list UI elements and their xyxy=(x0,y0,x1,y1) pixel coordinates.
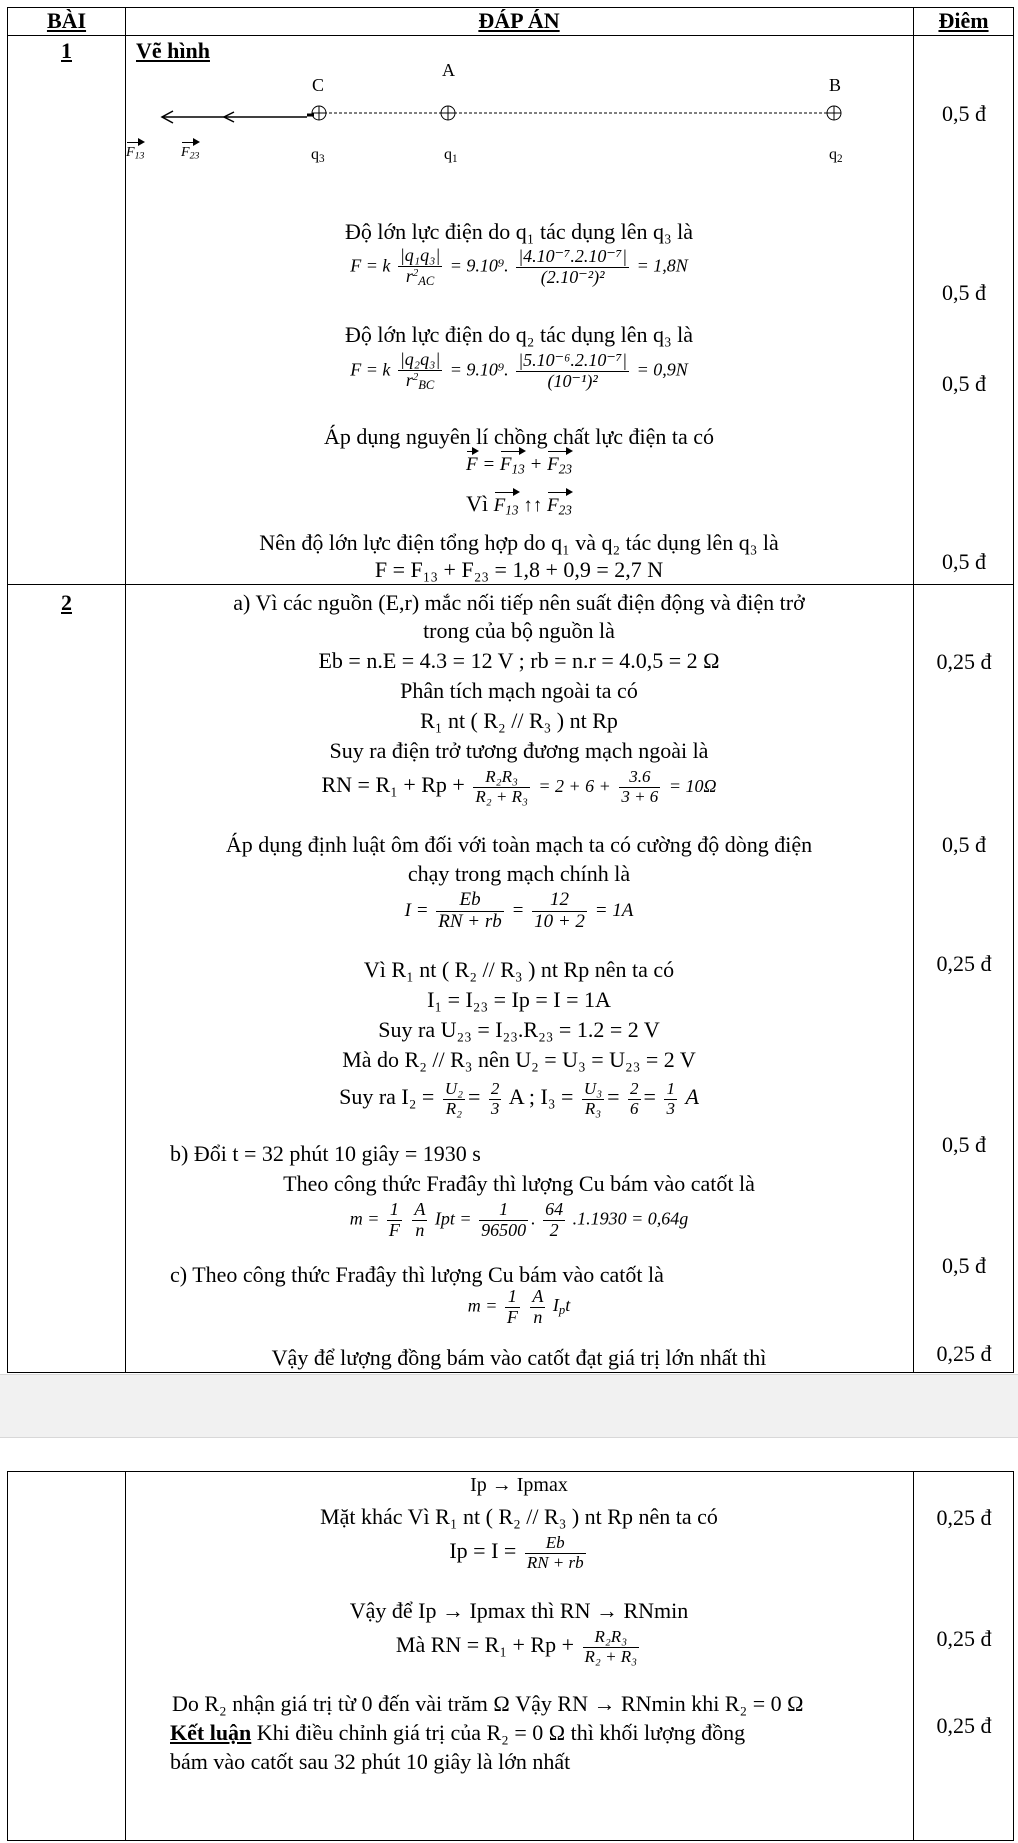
points-q1-f1: 0,5 đ xyxy=(942,280,986,305)
q1-line-6: F = F₁₃ + F₂₃ = 1,8 + 0,9 = 2,7 N xyxy=(374,557,664,582)
points-q1-total: 0,5 đ xyxy=(942,549,986,574)
q2-a-line-4: Phân tích mạch ngoài ta có xyxy=(400,678,638,703)
header-bai: BÀI xyxy=(46,8,87,33)
q1-line-1: Độ lớn lực điện do q₁ tác dụng lên q₃ là xyxy=(344,219,694,244)
q1-formula-2: F = k $\frac{\text{|q₂q₃|}}{r^2_{BC}}$ = 9.10⁹. $\frac{\text{|5.10⁻⁶.2.10⁻⁷|}}{\text{(10⁻¹)²}}$ = 0,9N xyxy=(350,349,688,392)
label-b: B xyxy=(829,75,842,95)
ve-hinh-label: Vẽ hình xyxy=(136,38,210,63)
q2-a-line-1: a) Vì các nguồn (E,r) mắc nối tiếp nên suất điện động và điện trở xyxy=(233,590,805,615)
q2-current-formula: I = $\frac{Eb}{RN + rb}$ = $\frac{12}{10 + 2}$ = 1A xyxy=(404,889,634,932)
points-q2-c1: 0,5 đ xyxy=(942,1253,986,1278)
q2-a-line-11: Suy ra U₂₃ = I₂₃.R₂₃ = 1.2 = 2 V xyxy=(378,1017,660,1042)
page2-line-7: Kết luận Khi điều chỉnh giá trị của R₂ = 0 Ω thì khối lượng đồng xyxy=(170,1720,746,1745)
q2-a-line-2: trong của bộ nguồn là xyxy=(423,618,615,643)
header-diem: Điêm xyxy=(938,8,989,33)
q2-a-line-9: Vì R₁ nt ( R₂ // R₃ ) nt Rp nên ta có xyxy=(363,957,675,982)
q1-formula-1: F = k $\frac{\text{|q₁q₃|}}{r^2_{AC}}$ = 9.10⁹. $\frac{\text{|4.10⁻⁷.2.10⁻⁷|}}{\text{(2.10⁻²)²}}$ = 1,8N xyxy=(350,245,688,288)
q2-a-line-6: Suy ra điện trở tương đương mạch ngoài là xyxy=(329,738,709,763)
label-c: C xyxy=(312,75,325,95)
page2-line-8: bám vào catốt sau 32 phút 10 giây là lớn nhất xyxy=(170,1749,571,1774)
charge-q1-plus-icon xyxy=(441,106,455,120)
page2-line-2: Mặt khác Vì R₁ nt ( R₂ // R₃ ) nt Rp nên ta có xyxy=(320,1504,718,1529)
q2-a-line-3: Eb = n.E = 4.3 = 12 V ; rb = n.r = 4.0,5 = 2 Ω xyxy=(318,648,720,673)
label-f13: $F_{13}$ xyxy=(126,145,145,162)
q2-rn-formula: RN = R₁ + Rp + $\frac{\text{R₂R₃}}{\text{R₂ + R₃}}$ = 2 + 6 + $\frac{3.6}{3 + 6}$ = 10Ω xyxy=(321,767,717,806)
charge-diagram-svg xyxy=(126,60,912,180)
q2-a-line-5: R₁ nt ( R₂ // R₃ ) nt Rp xyxy=(420,708,618,733)
header-dap-an: ĐÁP ÁN xyxy=(478,8,560,33)
q1-line-5: Nên độ lớn lực điện tổng hợp do q₁ và q₂ tác dụng lên q₃ là xyxy=(259,530,779,555)
charge-diagram xyxy=(126,60,912,180)
charge-q3-plus-icon xyxy=(312,106,326,120)
points-q2-a2: 0,5 đ xyxy=(942,832,986,857)
page2-ip-formula: Ip = I = $\frac{Eb}{RN + rb}$ xyxy=(449,1533,584,1572)
page2-line-4: Vậy để Ip → Ipmax thì RN → RNmin xyxy=(349,1598,689,1623)
page2-line-6: Do R₂ nhận giá trị từ 0 đến vài trăm Ω Vậy RN → RNmin khi R₂ = 0 Ω xyxy=(172,1691,804,1716)
q2-mass-formula-general: m = $\frac{1}{F}$ $\frac{A}{n}$ $I_pt$ xyxy=(467,1286,571,1327)
q2-c-line-2: Vậy để lượng đồng bám vào catốt đạt giá trị lớn nhất thì xyxy=(271,1345,767,1370)
label-q2: $q_2$ xyxy=(829,146,843,165)
q1-line-3: Áp dụng nguyên lí chồng chất lực điện ta có xyxy=(323,424,715,449)
label-q3: $q_3$ xyxy=(311,146,325,165)
q2-b-line-1: b) Đổi t = 32 phút 10 giây = 1930 s xyxy=(170,1141,481,1166)
q2-a-line-13: Suy ra I₂ = $\frac{\text{U₂}}{\text{R₂}}$ = $\frac{2}{3}$ A ; I₃ = $\frac{\text{U₃}}{\text{R₃}}$ = $\frac{2}{6}$ = $\frac{1}{3}$ A xyxy=(339,1079,699,1118)
points-q1-diagram: 0,5 đ xyxy=(942,101,986,126)
points-q2-a3: 0,25 đ xyxy=(936,951,992,976)
points-page2-1: 0,25 đ xyxy=(936,1505,992,1530)
page2-line-1: Ip → Ipmax xyxy=(470,1474,568,1496)
points-q2-b1: 0,5 đ xyxy=(942,1132,986,1157)
label-f23: $F_{23}$ xyxy=(181,145,200,162)
points-q2-c2: 0,25 đ xyxy=(936,1341,992,1366)
label-a: A xyxy=(442,60,455,80)
points-page2-3: 0,25 đ xyxy=(936,1713,992,1738)
question-1-number: 1 xyxy=(61,38,72,63)
q2-c-line-1: c) Theo công thức Frađây thì lượng Cu bám vào catốt là xyxy=(170,1262,664,1287)
page-break-gap xyxy=(0,1374,1018,1438)
ket-luan-label: Kết luận xyxy=(170,1720,252,1745)
question-2-number: 2 xyxy=(61,590,72,615)
points-page2-2: 0,25 đ xyxy=(936,1626,992,1651)
points-q1-f2: 0,5 đ xyxy=(942,371,986,396)
charge-q2-plus-icon xyxy=(827,106,841,120)
label-q1: $q_1$ xyxy=(444,146,458,165)
page2-rn-formula: Mà RN = R₁ + Rp + $\frac{\text{R₂R₃}}{\text{R₂ + R₃}}$ xyxy=(395,1627,638,1666)
q2-a-line-12: Mà do R₂ // R₃ nên U₂ = U₃ = U₂₃ = 2 V xyxy=(342,1047,696,1072)
q2-a-line-8: chạy trong mạch chính là xyxy=(407,861,631,886)
q2-a-line-10: I₁ = I₂₃ = Ip = I = 1A xyxy=(427,987,611,1012)
q2-b-line-2: Theo công thức Frađây thì lượng Cu bám vào catốt là xyxy=(283,1171,755,1196)
q2-a-line-7: Áp dụng định luật ôm đối với toàn mạch ta có cường độ dòng điện xyxy=(225,832,813,857)
q1-line-2: Độ lớn lực điện do q₂ tác dụng lên q₃ là xyxy=(344,322,694,347)
q1-line-4: Vì $F_{13}$ ↑↑ $F_{23}$ xyxy=(466,491,572,518)
points-q2-a1: 0,25 đ xyxy=(936,649,992,674)
q2-mass-formula: m = $\frac{1}{F}$ $\frac{A}{n}$ Ipt = $\frac{1}{96500}$ . $\frac{64}{2}$ .1.1930 = 0,64g xyxy=(349,1199,689,1240)
q1-vector-sum: $F = F_{13} + F_{23}$ xyxy=(465,454,573,477)
